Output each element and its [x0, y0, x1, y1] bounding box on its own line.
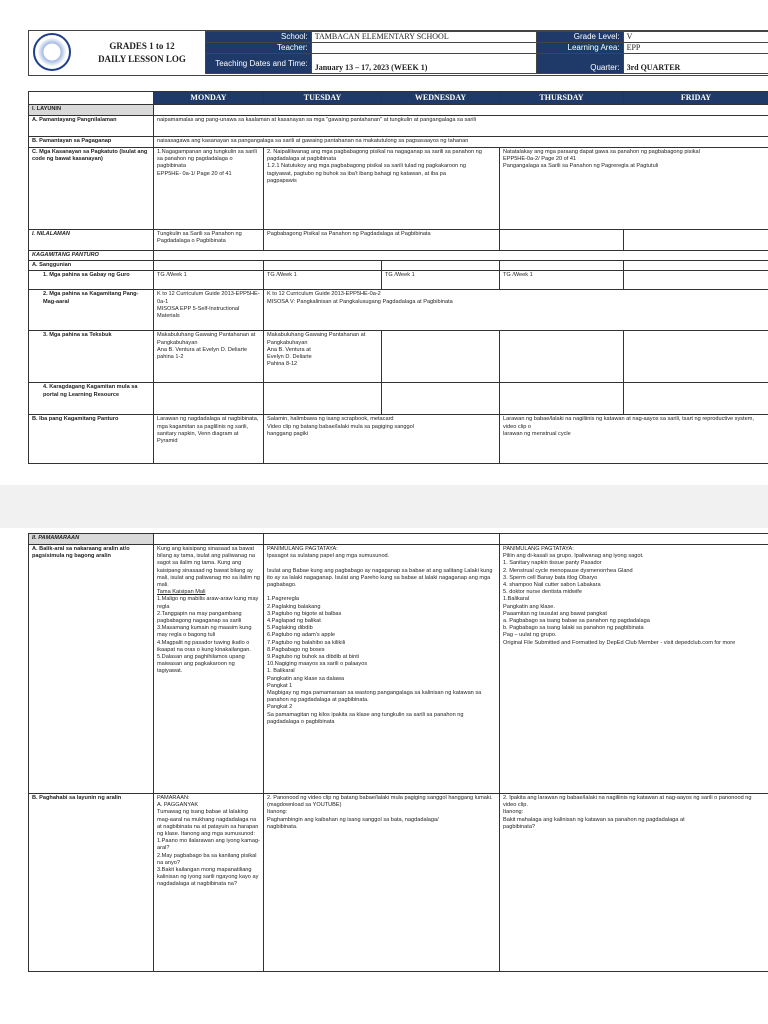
day-header-tuesday: TUESDAY: [264, 92, 382, 105]
school-value: TAMBACAN ELEMENTARY SCHOOL: [311, 32, 536, 43]
balik-aral-thursday-heading: PANIMULANG PAGTATAYA:: [503, 546, 574, 552]
gabay-tuesday: TG /Week 1: [264, 271, 382, 290]
kagamitang-mag-aaral-tuesday: K to 12 Curriculum Guide 2013-EPP5HE-0a-2 MISOSA V: Pangkalinisan at Pangkalusugang Pagdadalaga at Pagbibinata: [264, 290, 768, 331]
area-label: Learning Area:: [537, 43, 623, 54]
nilalaman-tuesday: Pagbabagong Pisikal sa Panahon ng Pagdadalaga at Pagbibinata: [264, 230, 500, 251]
quarter-value: 3rd QUARTER: [623, 54, 768, 74]
teksbuk-monday: Makabuluhang Gawaing Pantahanan at Pangkabuhayan Ana B. Ventura at Evelyn D. Deliarte pahina 1-2: [154, 331, 264, 383]
balik-aral-tuesday-body: Ipasagot sa sulatang papel ang mga sumusunod. Isulat ang Babae kung ang pagbabago ay nagaganap sa babae at ang salitang Lalaki kung ito ay sa lalaki nagaganap. Isulat ang Pareho kung sa babae at lalaki nagaganap ang mga pagbabago. 1.Pagreregla 2.Paglaking balakang 3.Pagtubo ng bigote at balbas 4.Paglapad ng balikat 5.Paglaking dibdib 6.Pagtubo ng adam's apple 7.Pagtubo ng balahibo sa kilikili 8.Pagbabago ng boses 9.Pagtubo ng buhok sa dibdib at binti 10.Nagiging maayos sa sarili o palaayos 1. Balikaral Pangkatin ang klase sa dalawa Pangkat 1 Magbigay ng mga pamamaraan sa wastong pangangalaga sa kalinisan ng katawan sa panahon ng pagdadalaga at pagbibinata. Pangkat 2 Sa pamamagitan ng kilos ipakita sa klase ang tungkulin sa sarili sa panahon ng pagdadalaga o pagbibinata: [267, 553, 493, 725]
balik-aral-monday-columns: Tama Kaisipan Mali: [157, 589, 206, 596]
gabay-wednesday: TG /Week 1: [382, 271, 500, 290]
row-label-pamantayan-pagganap: B. Pamantayan sa Pagaganap: [29, 137, 154, 148]
dates-label: Teaching Dates and Time:: [206, 54, 312, 74]
grade-label: Grade Level:: [537, 32, 623, 43]
section-layunin: I. LAYUNIN: [29, 105, 154, 116]
balik-aral-thursday-body: Piliin ang di-kasali sa grupo. Ipaliwanag ang iyong sagot. 1. Sanitary napkin tissue panty Pasador 2. Menstrual cycle menopause dysmenorrhea Gland 3. Sperm cell Banay bata itlog Obaryo 4. shampoo Nail cutter sabon Labakara 5. doktor nurse dentista midwife 1.Balikaral Pangkatin ang klase. Paaamitan ng isusulat ang bawat pangkat a. Pagbabago sa isang babae sa panahon ng pagdadalaga b. Pagbabago sa isang lalaki sa panahon ng pagbibinata Pag – uulat ng grupo. Original File Submitted and Formatted by DepEd Club Member - visit depedclub.com for more: [503, 553, 736, 646]
balik-aral-tuesday-heading: PANIMULANG PAGTATAYA:: [267, 546, 338, 552]
row-label-paghahabi: B. Paghahabi sa layunin ng aralin: [29, 794, 154, 972]
pamantayan-pagganap-text: naisasagawa ang kasanayan sa pangangalaga sa sarili at gawaing pantahanan na makatutulong sa pagsasaayos ng tahanan: [154, 137, 768, 148]
title-line-2: DAILY LESSON LOG: [98, 54, 186, 64]
paghahabi-tuesday: 2. Panonood ng video clip ng batang babae/lalaki mula pagiging sanggol hanggang lumaki. (magdownload sa YOUTUBE) Itanong: Paghambingin ang kaibahan ng isang sanggol sa bata, nagdadalaga/ nagbibinata.: [264, 794, 500, 972]
section-pamamaraan: II. PAMAMARAAN: [29, 534, 154, 545]
balik-aral-monday: [154, 545, 264, 794]
row-label-gabay-guro: 1. Mga pahina sa Gabay ng Guro: [29, 271, 154, 290]
lesson-table-1: [28, 91, 768, 464]
row-label-nilalaman: I. NILALAMAN: [29, 230, 154, 251]
row-label-teksbuk: 3. Mga pahina sa Teksbuk: [29, 331, 154, 383]
day-header-monday: MONDAY: [154, 92, 264, 105]
school-label: School:: [206, 32, 312, 43]
area-value: EPP: [623, 43, 768, 54]
row-label-karagdagang-kagamitan: 4. Karagdagang Kagamitan mula sa portal ng Learning Resource: [29, 383, 154, 415]
kasanayan-tuesday: 2. Naipaliliwanag ang mga pagbabagong pisikal na nagaganap sa sarili sa panahon ng pagdadalaga at pagbibinata 1.2.1 Natutukoy ang mga pagbabagong pisikal sa sarili tulad ng pagkakaroon ng tagiyawat, pagtubo ng buhok sa iba't ibang bahagi ng katawan, at iba pa pagpapawis: [264, 148, 500, 230]
iba-pang-kagamitan-tuesday: Salamin, halimbawa ng isang scrapbook, metacard Video clip ng batang babae/lalaki mula sa pagiging sanggol hanggang pagiki: [264, 415, 500, 464]
grade-value: V: [623, 32, 768, 43]
header-title: [79, 40, 205, 66]
kasanayan-monday: 1.Nagagampanan ang tungkulin sa sarili sa panahon ng pagdadalaga o pagbibinata EPP5HE- 0a-1/ Page 20 of 41: [154, 148, 264, 230]
row-label-iba-pang-kagamitan: B. Iba pang Kagamitang Panturo: [29, 415, 154, 464]
balik-aral-tuesday: [264, 545, 500, 794]
day-header-friday: FRIDAY: [624, 92, 768, 105]
gabay-monday: TG /Week 1: [154, 271, 264, 290]
quarter-label: Quarter:: [537, 54, 623, 74]
header-info-table: [205, 31, 768, 74]
deped-seal-logo: [33, 33, 71, 71]
row-label-pamantayang-pangnilalaman: A. Pamantayang Pangnilalaman: [29, 116, 154, 137]
gabay-thursday: TG /Week 1: [500, 271, 624, 290]
teksbuk-tuesday: Makabuluhang Gawaing Pantahanan at Pangkabuhayan Ana B. Ventura at Evelyn D. Deliarte Pahina 8-12: [264, 331, 382, 383]
teacher-label: Teacher:: [206, 43, 312, 54]
nilalaman-monday: Tungkulin sa Sarili sa Panahon ng Pagdadalaga o Pagbibinata: [154, 230, 264, 251]
day-header-wednesday: WEDNESDAY: [382, 92, 500, 105]
dates-value: January 13 – 17, 2023 (WEEK 1): [311, 54, 536, 74]
header-box: [28, 30, 768, 76]
row-label-balik-aral: A. Balik-aral sa nakaraang aralin at/o pagsisimula ng bagong aralin: [29, 545, 154, 794]
paghahabi-monday: PAMARAAN: A. PAGGANYAK Tumawag ng isang babae at lalaking mag-aaral na mukhang nagdadalaga na at nagbibinata na at patayuin sa harapan ng klase. Itanong ang mga sumusunod: 1.Paano mo ilalarawan ang iyong kamag-aral? 2.May pagbabago ba sa kanilang pisikal na anyo? 3.Bakit kailangan mong mapanatiliang kalinisan ng iyong sarili ngayong kayo ay nagdadalaga at nagbibinata na?: [154, 794, 264, 972]
paghahabi-thursday: 2. Ipakita ang larawan ng babae/lalaki na nagiliinis ng katawan at nag-aayos ng sarili o panonood ng video clip. Itanong: Bakit mahalaga ang kalinisan ng katawan sa panahon ng pagdadalaga at pagbibinata?: [500, 794, 768, 972]
kasanayan-thursday: Natatalakay ang mga paraang dapat gawa sa panahon ng pagbabagong pisikal EPP5HE-0a-2/ Page 20 of 41 Pangangalaga sa Sarili sa Panahon ng Pagreregla at Pagtutuli: [500, 148, 768, 230]
balik-aral-thursday: [500, 545, 768, 794]
page-1: [0, 0, 768, 485]
iba-pang-kagamitan-thursday: Larawan ng babae/lalaki na nagiliinis ng katawan at nag-aayos sa sarili, tsart ng reproductive system, video clip o larawan ng menstrual cycle: [500, 415, 768, 464]
teacher-value: [311, 43, 536, 54]
page-2: [0, 528, 768, 1024]
balik-aral-monday-list: 1.Maligo ng mabilis araw-araw kung may regla 2.Tanggapin na may pangambang pagbabagong nagaganap sa sarili 3.Masamang kumain ng maasim kung may regla o bagong tuli 4.Magpalit ng pasador tuwing ikatlo o ikaapat na oras o kung kinakailangan. 5.Dalasan ang paghihilamos upang maiwasan ang pagkakaroon ng tagiyawat.: [157, 596, 259, 675]
kagamitang-mag-aaral-monday: K to 12 Curriculum Guide 2013-EPP5HE-0a-1 MISOSA EPP 5-Self-Instructional Materials: [154, 290, 264, 331]
day-header-thursday: THURSDAY: [500, 92, 624, 105]
corner-cell: [29, 92, 154, 105]
row-label-sanggunian: A. Sanggunian: [29, 261, 154, 271]
balik-aral-monday-instructions: Kung ang kaisipang sinasaad sa bawat bilang ay tama, isulat ang paliwanag na sagot sa ilalim ng tama. Kung ang kaisipang sinasaad ng bawat bilang ay mali, isulat ang paliwanag mo sa ilalim ng mali.: [157, 546, 260, 589]
lesson-table-2: [28, 533, 768, 972]
row-label-kagamitang-mag-aaral: 2. Mga pahina sa Kagamitang Pang-Mag-aaral: [29, 290, 154, 331]
row-label-kagamitang-panturo: KAGAMITANG PANTURO: [29, 251, 154, 261]
iba-pang-kagamitan-monday: Larawan ng nagdadalaga at nagbibinata, mga kagamitan sa paglilinis ng sarili, sanitary napkin, Venn diagram at Pyramid: [154, 415, 264, 464]
pamantayang-pangnilalaman-text: naipamamalas ang pang-unawa sa kaalaman at kasanayan sa mga "gawaing pantahanan" at tungkulin at pangangalaga sa sarili: [154, 116, 768, 137]
row-label-kasanayan: C. Mga Kasanayan sa Pagkatuto (Isulat ang code ng bawat kasanayan): [29, 148, 154, 230]
page-gap: [0, 485, 768, 528]
title-line-1: GRADES 1 to 12: [109, 41, 175, 51]
